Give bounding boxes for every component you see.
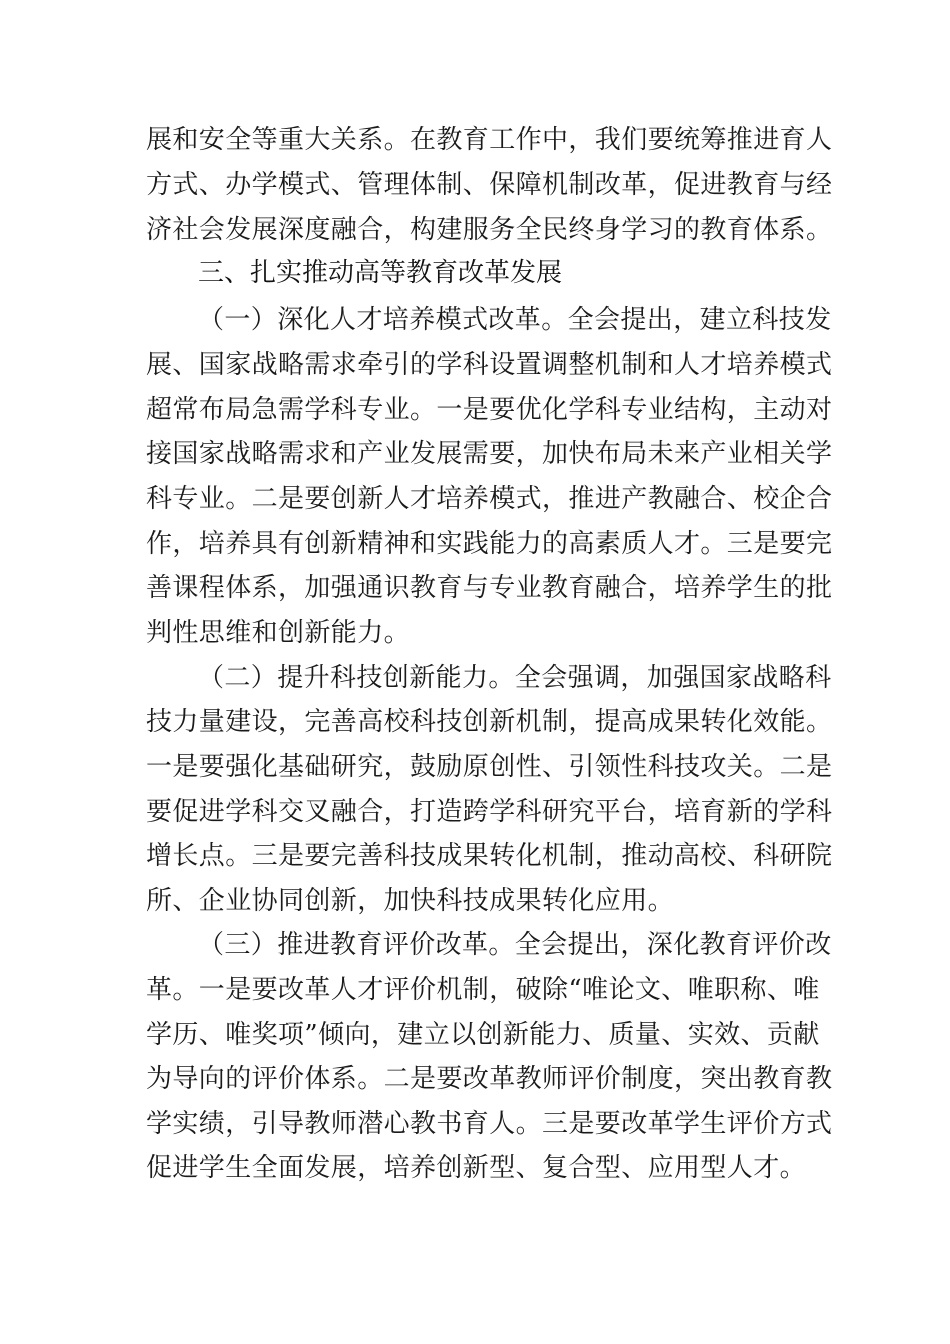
paragraph-line: 超常布局急需学科专业。一是要优化学科专业结构，主动对 bbox=[146, 395, 833, 425]
paragraph-line: 技力量建设，完善高校科技创新机制，提高成果转化效能。 bbox=[146, 707, 833, 737]
paragraph-line: 展、国家战略需求牵引的学科设置调整机制和人才培养模式 bbox=[146, 350, 833, 380]
paragraph-line: （三）推进教育评价改革。全会提出，深化教育评价改 bbox=[198, 930, 832, 960]
paragraph-line: 科专业。二是要创新人才培养模式，推进产教融合、校企合 bbox=[146, 484, 833, 514]
paragraph-line: 判性思维和创新能力。 bbox=[146, 618, 411, 648]
paragraph-line: 学历、唯奖项”倾向，建立以创新能力、质量、实效、贡献 bbox=[146, 1020, 820, 1050]
paragraph-line: 一是要强化基础研究，鼓励原创性、引领性科技攻关。二是 bbox=[146, 752, 833, 782]
paragraph-line: 革。一是要改革人才评价机制，破除“唯论文、唯职称、唯 bbox=[146, 975, 820, 1005]
paragraph-line: 增长点。三是要完善科技成果转化机制，推动高校、科研院 bbox=[146, 841, 833, 871]
paragraph-line: 所、企业协同创新，加快科技成果转化应用。 bbox=[146, 886, 675, 916]
paragraph-line: （二）提升科技创新能力。全会强调，加强国家战略科 bbox=[198, 663, 832, 693]
paragraph-line: （一）深化人才培养模式改革。全会提出，建立科技发 bbox=[198, 305, 832, 335]
paragraph-line: 为导向的评价体系。二是要改革教师评价制度，突出教育教 bbox=[146, 1064, 833, 1094]
paragraph-line: 学实绩，引导教师潜心教书育人。三是要改革学生评价方式 bbox=[146, 1109, 833, 1139]
paragraph-line: 要促进学科交叉融合，打造跨学科研究平台，培育新的学科 bbox=[146, 797, 833, 827]
intro-line: 方式、办学模式、管理体制、保障机制改革，促进教育与经 bbox=[146, 170, 833, 200]
intro-line: 济社会发展深度融合，构建服务全民终身学习的教育体系。 bbox=[146, 215, 833, 245]
paragraph-line: 作，培养具有创新精神和实践能力的高素质人才。三是要完 bbox=[146, 529, 833, 559]
paragraph-line: 善课程体系，加强通识教育与专业教育融合，培养学生的批 bbox=[146, 573, 833, 603]
paragraph-line: 促进学生全面发展，培养创新型、复合型、应用型人才。 bbox=[146, 1153, 807, 1183]
section-heading: 三、扎实推动高等教育改革发展 bbox=[198, 258, 563, 288]
intro-line: 展和安全等重大关系。在教育工作中，我们要统筹推进育人 bbox=[146, 125, 833, 155]
paragraph-line: 接国家战略需求和产业发展需要，加快布局未来产业相关学 bbox=[146, 439, 833, 469]
